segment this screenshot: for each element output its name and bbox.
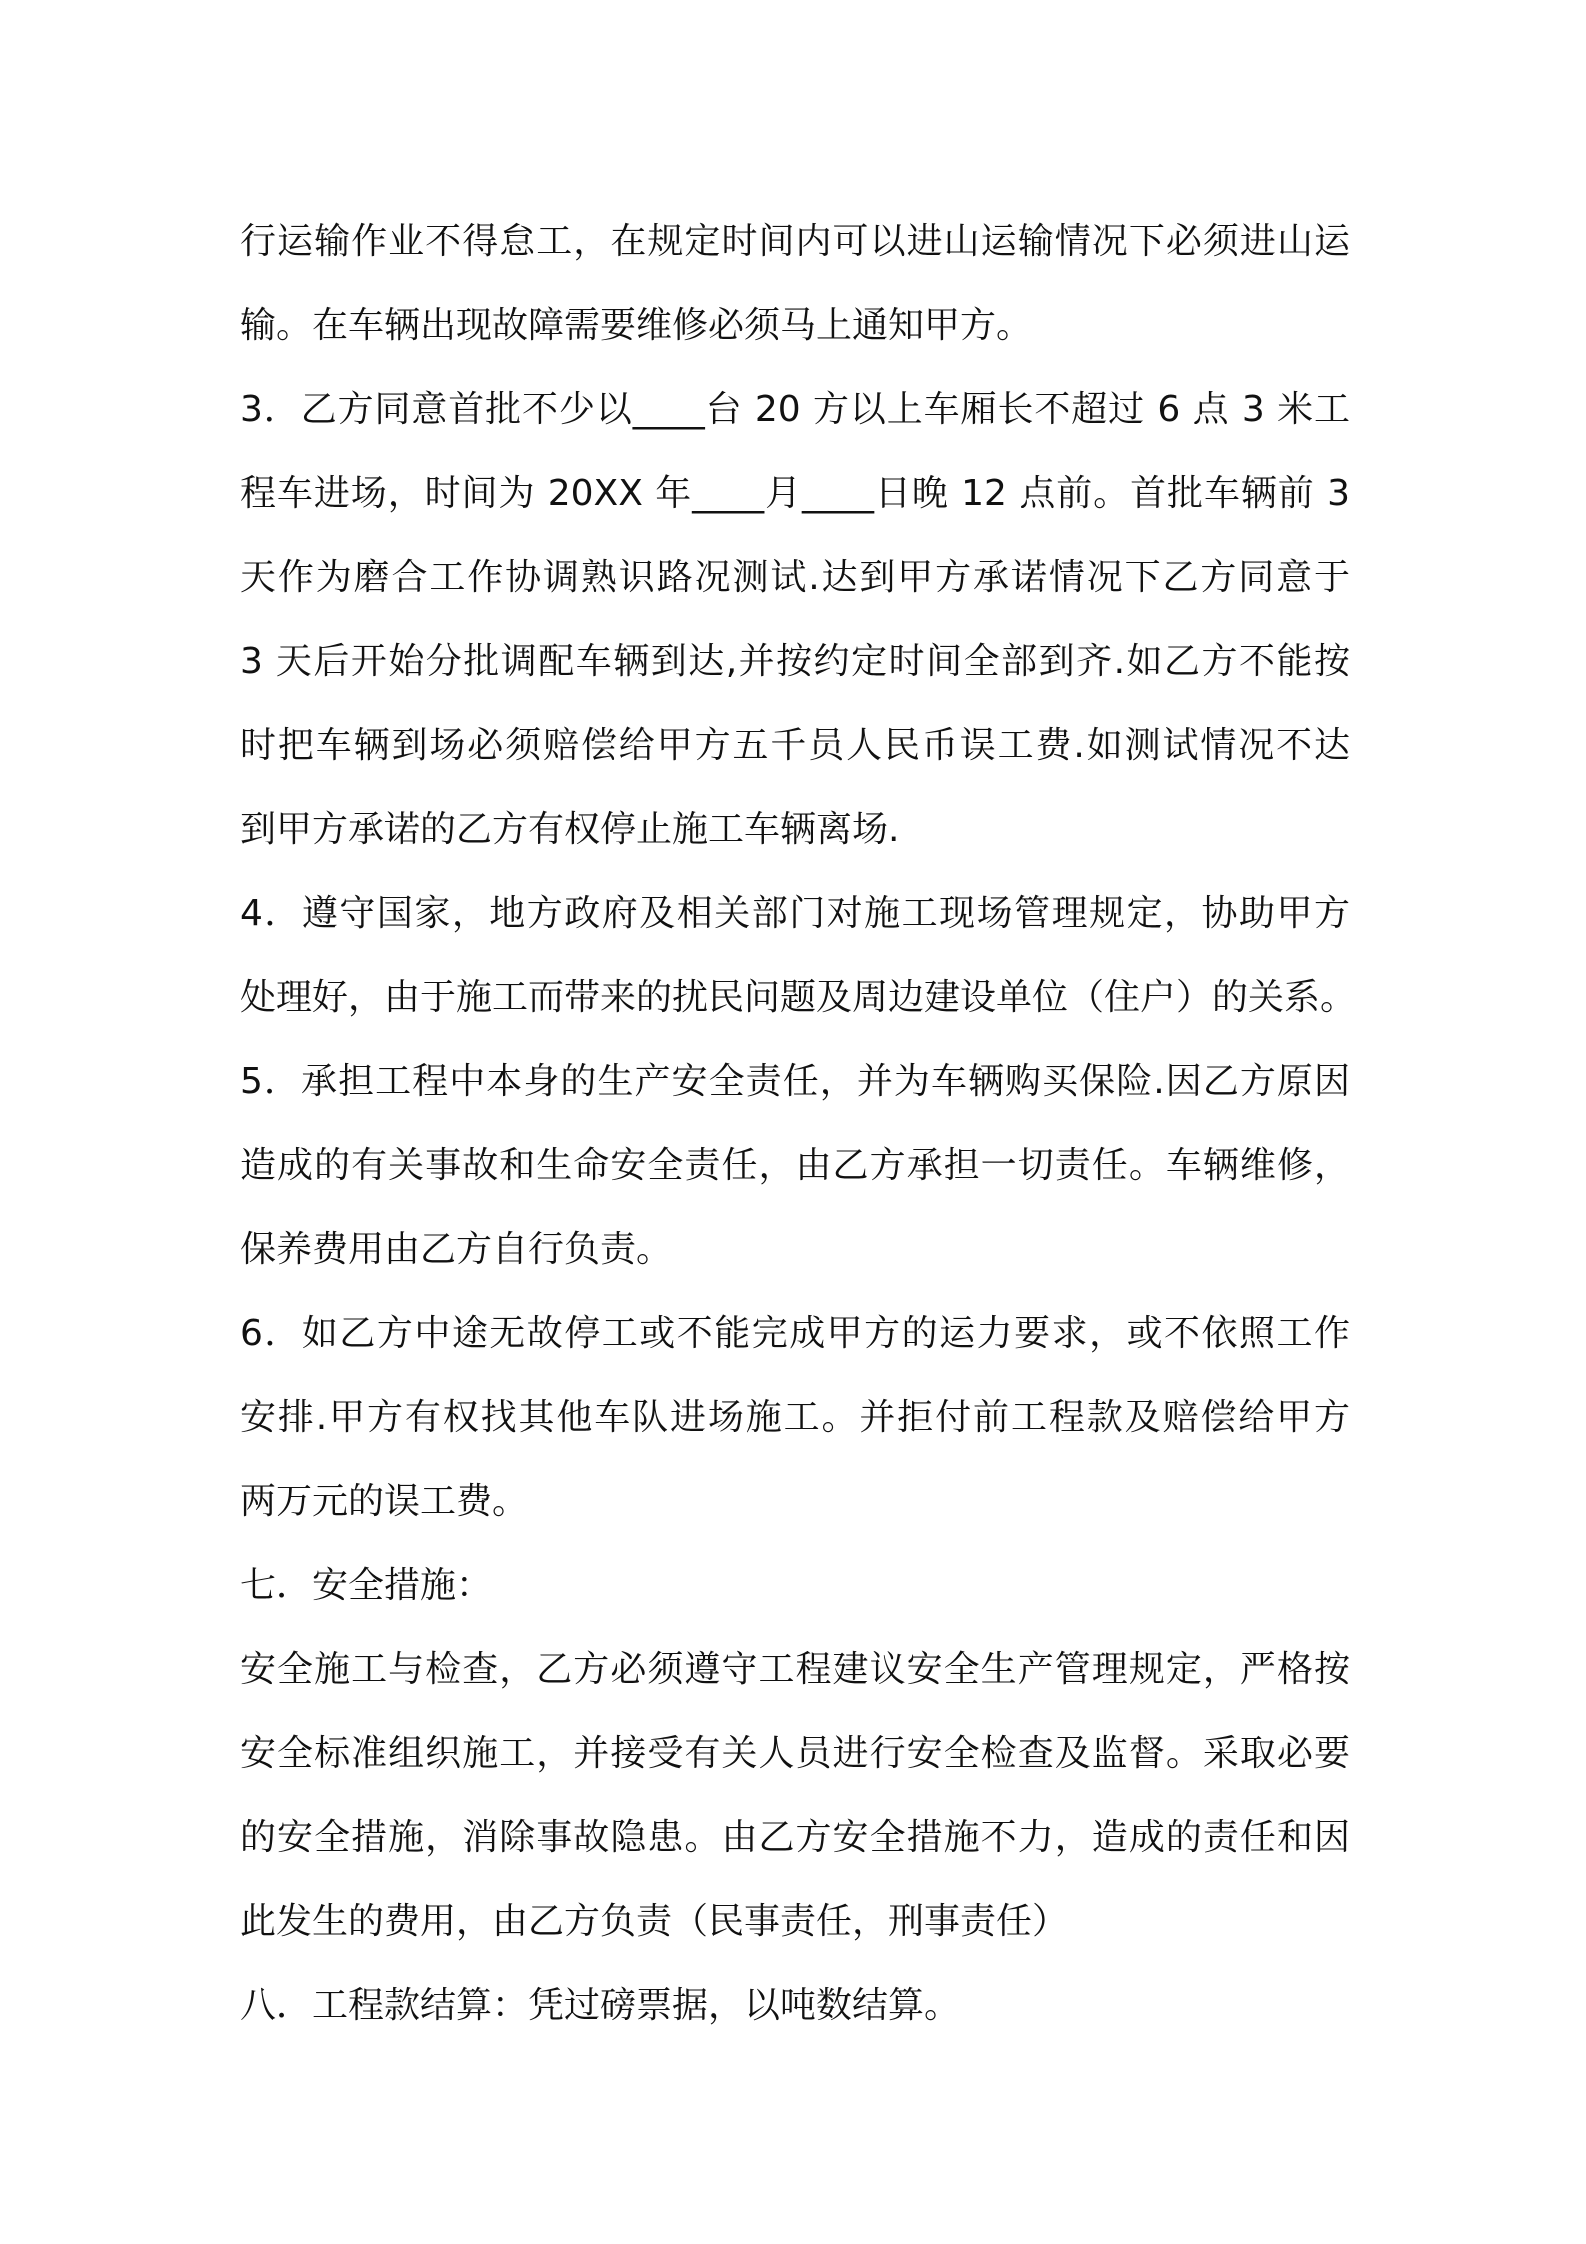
section-heading: 七．安全措施： xyxy=(240,1565,493,1606)
text-line: 5．承担工程中本身的生产安全责任，并为车辆购买保险.因乙方原因 xyxy=(240,1061,1350,1102)
text-line: 4．遵守国家，地方政府及相关部门对施工现场管理规定，协助甲方 xyxy=(240,893,1350,934)
text-line: 安全标准组织施工，并接受有关人员进行安全检查及监督。采取必要 xyxy=(240,1733,1350,1774)
text-line: 行运输作业不得怠工，在规定时间内可以进山运输情况下必须进山运 xyxy=(240,221,1350,262)
text-line: 时把车辆到场必须赔偿给甲方五千员人民币误工费.如测试情况不达 xyxy=(240,725,1350,766)
text-line: 安全施工与检查，乙方必须遵守工程建议安全生产管理规定，严格按 xyxy=(240,1649,1350,1690)
text-line: 两万元的误工费。 xyxy=(240,1481,529,1522)
text-line: 天作为磨合工作协调熟识路况测试.达到甲方承诺情况下乙方同意于 xyxy=(240,557,1350,598)
text-line: 6．如乙方中途无故停工或不能完成甲方的运力要求，或不依照工作 xyxy=(240,1313,1350,1354)
text-line: 保养费用由乙方自行负责。 xyxy=(240,1229,673,1270)
text-line: 处理好，由于施工而带来的扰民问题及周边建设单位（住户）的关系。 xyxy=(240,977,1357,1018)
document-body xyxy=(240,200,1357,2048)
text-line: 安排.甲方有权找其他车队进场施工。并拒付前工程款及赔偿给甲方 xyxy=(240,1397,1350,1438)
text-line: 此发生的费用，由乙方负责（民事责任，刑事责任） xyxy=(240,1901,1069,1942)
text-line: 3．乙方同意首批不少以____台 20 方以上车厢长不超过 6 点 3 米工 xyxy=(240,389,1350,430)
text-line: 的安全措施，消除事故隐患。由乙方安全措施不力，造成的责任和因 xyxy=(240,1817,1350,1858)
text-line: 到甲方承诺的乙方有权停止施工车辆离场. xyxy=(240,809,900,850)
text-line: 造成的有关事故和生命安全责任，由乙方承担一切责任。车辆维修， xyxy=(240,1145,1350,1186)
section-heading: 八．工程款结算：凭过磅票据，以吨数结算。 xyxy=(240,1985,961,2026)
text-line: 输。在车辆出现故障需要维修必须马上通知甲方。 xyxy=(240,305,1033,346)
text-line: 3 天后开始分批调配车辆到达,并按约定时间全部到齐.如乙方不能按 xyxy=(240,641,1350,682)
text-line: 程车进场，时间为 20XX 年____月____日晚 12 点前。首批车辆前 3 xyxy=(240,473,1350,514)
